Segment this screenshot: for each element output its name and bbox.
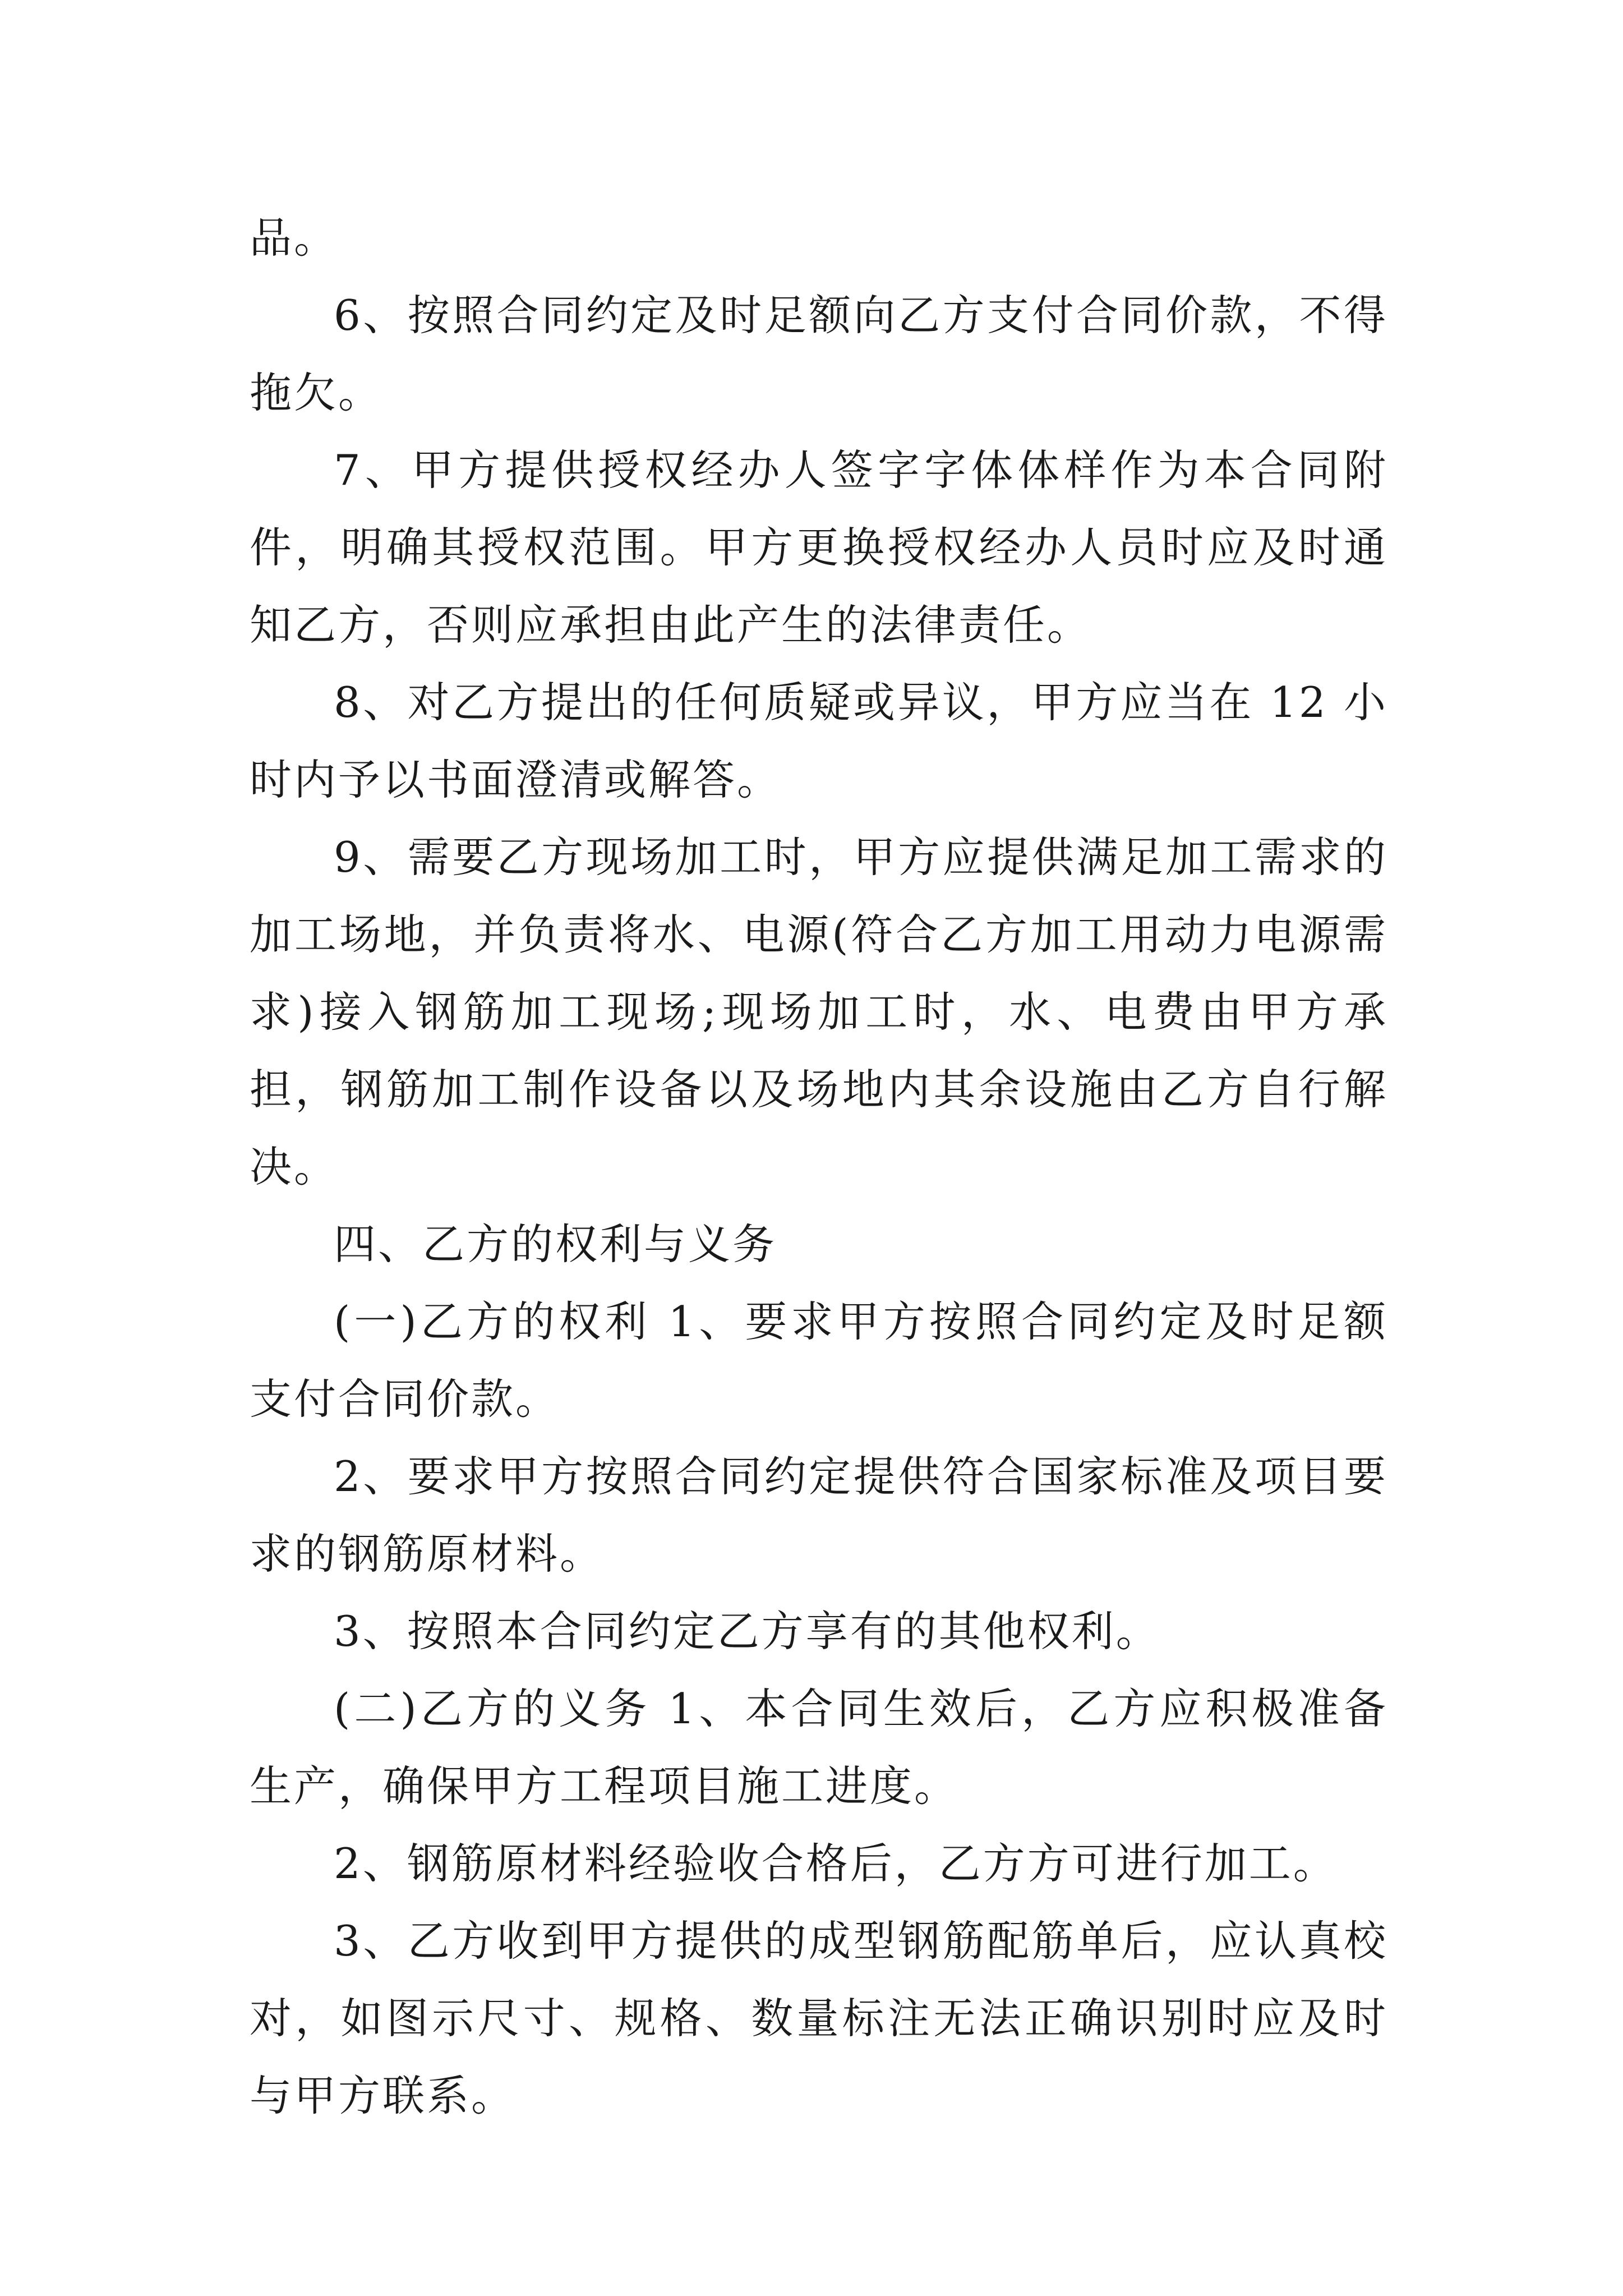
paragraph-clause-6: 6、按照合同约定及时足额向乙方支付合同价款，不得拖欠。 xyxy=(250,291,1388,417)
paragraph-clause-7: 7、甲方提供授权经办人签字字体体样作为本合同附件，明确其授权范围。甲方更换授权经办人员时应及时通知乙方，否则应承担由此产生的法律责任。 xyxy=(250,445,1388,650)
paragraph-rights-2: 2、要求甲方按照合同约定提供符合国家标准及项目要求的钢筋原材料。 xyxy=(250,1452,1388,1579)
section-heading-4: 四、乙方的权利与义务 xyxy=(334,1220,777,1269)
paragraph-clause-8: 8、对乙方提出的任何质疑或异议，甲方应当在 12 小时内予以书面澄清或解答。 xyxy=(250,678,1388,804)
paragraph-obligations-3: 3、乙方收到甲方提供的成型钢筋配筋单后，应认真校对，如图示尺寸、规格、数量标注无法正确识别时应及时与甲方联系。 xyxy=(250,1916,1388,2120)
paragraph-rights-1: (一)乙方的权利 1、要求甲方按照合同约定及时足额支付合同价款。 xyxy=(250,1297,1388,1424)
document-body xyxy=(250,199,1388,2134)
paragraph-continuation: 品。 xyxy=(250,213,339,263)
paragraph-clause-9: 9、需要乙方现场加工时，甲方应提供满足加工需求的加工场地，并负责将水、电源(符合乙方加工用动力电源需求)接入钢筋加工现场;现场加工时，水、电费由甲方承担，钢筋加工制作设备以及场地内其余设施由乙方自行解决。 xyxy=(250,832,1388,1191)
paragraph-rights-3: 3、按照本合同约定乙方享有的其他权利。 xyxy=(334,1607,1160,1656)
paragraph-obligations-1: (二)乙方的义务 1、本合同生效后，乙方应积极准备生产，确保甲方工程项目施工进度。 xyxy=(250,1684,1388,1811)
paragraph-obligations-2: 2、钢筋原材料经验收合格后，乙方方可进行加工。 xyxy=(334,1839,1338,1888)
